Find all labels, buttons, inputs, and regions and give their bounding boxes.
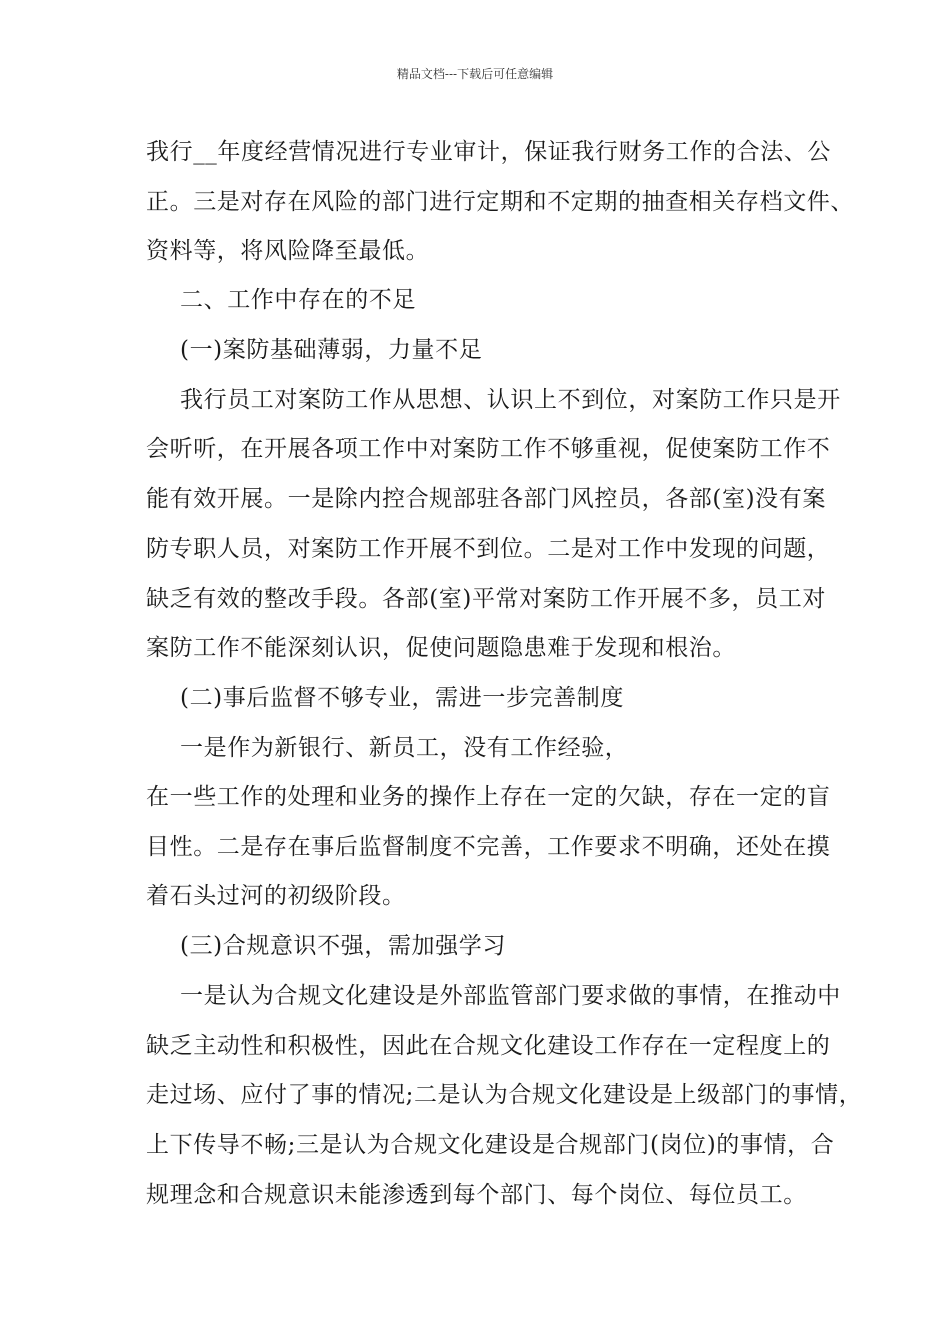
- text-line: 在一些工作的处理和业务的操作上存在一定的欠缺，存在一定的盲: [146, 784, 831, 810]
- text-line: 一是认为合规文化建设是外部监管部门要求做的事情，在推动中: [180, 983, 841, 1009]
- text-line: 走过场、应付了事的情况;二是认为合规文化建设是上级部门的事情，: [146, 1082, 863, 1108]
- text-line: 上下传导不畅;三是认为合规文化建设是合规部门(岗位)的事情，合: [146, 1132, 835, 1158]
- text-line: 缺乏有效的整改手段。各部(室)平常对案防工作开展不多，员工对: [146, 586, 826, 612]
- text-line: 我行__年度经营情况进行专业审计，保证我行财务工作的合法、公: [146, 139, 831, 165]
- text-line: 会听听，在开展各项工作中对案防工作不够重视，促使案防工作不: [146, 436, 831, 462]
- subsection-heading: (二)事后监督不够专业，需进一步完善制度: [180, 685, 624, 711]
- text-line: 案防工作不能深刻认识，促使问题隐患难于发现和根治。: [146, 635, 736, 661]
- text-line: 着石头过河的初级阶段。: [146, 883, 406, 909]
- text-line: 规理念和合规意识未能渗透到每个部门、每个岗位、每位员工。: [146, 1182, 807, 1208]
- section-heading: 二、工作中存在的不足: [180, 287, 416, 313]
- text-line: 一是作为新银行、新员工，没有工作经验，: [180, 735, 629, 761]
- text-line: 防专职人员，对案防工作开展不到位。二是对工作中发现的问题，: [146, 536, 831, 562]
- text-line: 缺乏主动性和积极性，因此在合规文化建设工作存在一定程度上的: [146, 1033, 831, 1059]
- text-line: 目性。二是存在事后监督制度不完善，工作要求不明确，还处在摸: [146, 834, 831, 860]
- text-line: 我行员工对案防工作从思想、认识上不到位，对案防工作只是开: [180, 387, 841, 413]
- text-line: 能有效开展。一是除内控合规部驻各部门风控员，各部(室)没有案: [146, 486, 826, 512]
- page-header: 精品文档---下载后可任意编辑: [396, 67, 554, 81]
- text-line: 资料等，将风险降至最低。: [146, 238, 430, 264]
- text-line: 正。三是对存在风险的部门进行定期和不定期的抽查相关存档文件、: [146, 189, 854, 215]
- subsection-heading: (三)合规意识不强，需加强学习: [180, 933, 506, 959]
- subsection-heading: (一)案防基础薄弱，力量不足: [180, 337, 483, 363]
